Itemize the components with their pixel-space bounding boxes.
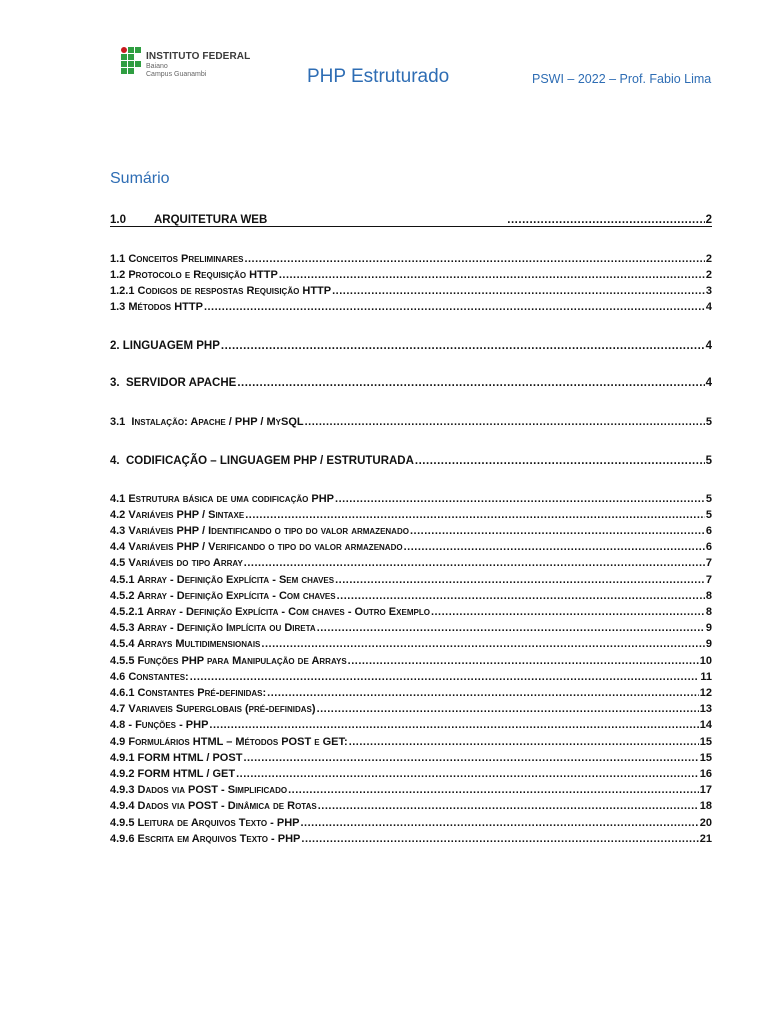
toc-entry-page: 2 — [705, 269, 712, 281]
toc-entry-label: 4.9.6 Escrita em Arquivos Texto - PHP — [110, 833, 301, 845]
toc-leader-dots — [244, 557, 705, 569]
toc-entry-page: 14 — [699, 719, 712, 731]
toc-entry-label: 4.3 Variáveis PHP / Identificando o tipo do valor armazenado — [110, 525, 409, 537]
toc-leader-dots — [507, 214, 704, 226]
toc-entry[interactable] — [110, 590, 712, 602]
toc-entry-label: 4.6 Constantes: — [110, 671, 189, 683]
toc-entry[interactable] — [110, 377, 712, 389]
toc-entry-label: 1.1 Conceitos Preliminares — [110, 253, 244, 265]
toc-entry-label: 4.8 - Funções - PHP — [110, 719, 209, 731]
toc-entry[interactable] — [110, 269, 712, 281]
toc-entry[interactable] — [110, 638, 712, 650]
toc-leader-dots — [190, 671, 700, 683]
toc-entry[interactable] — [110, 525, 712, 537]
toc-entry-page: 5 — [705, 416, 712, 428]
toc-entry-page: 8 — [705, 606, 712, 618]
toc-leader-dots — [300, 817, 698, 829]
logo-line-2: Baiano — [146, 63, 168, 70]
toc-leader-dots — [349, 736, 699, 748]
toc-leader-dots — [245, 509, 705, 521]
toc-entry-page: 20 — [699, 817, 712, 829]
toc-entry[interactable] — [110, 687, 712, 699]
toc-entry-page: 13 — [699, 703, 712, 715]
toc-entry-page: 4 — [705, 377, 712, 389]
toc-entry[interactable] — [110, 557, 712, 569]
toc-leader-dots — [404, 541, 705, 553]
toc-entry-page: 7 — [705, 557, 712, 569]
toc-entry-page: 4 — [705, 301, 712, 313]
toc-entry-page: 12 — [699, 687, 712, 699]
toc-entry[interactable] — [110, 509, 712, 521]
toc-leader-dots — [317, 622, 705, 634]
toc-entry-label: 4.9.1 FORM HTML / POST — [110, 752, 243, 764]
toc-entry-page: 5 — [705, 493, 712, 505]
toc-entry-page: 5 — [705, 455, 712, 467]
toc-leader-dots — [337, 590, 705, 602]
toc-entry-label: 4.5.3 Array - Definição Implícita ou Direta — [110, 622, 316, 634]
toc-entry[interactable] — [110, 541, 712, 553]
toc-leader-dots — [332, 285, 705, 297]
document-meta: PSWI – 2022 – Prof. Fabio Lima — [532, 72, 712, 86]
toc-entry-page: 6 — [705, 541, 712, 553]
institution-logo — [121, 47, 250, 78]
toc-leader-dots — [415, 455, 705, 467]
toc-leader-dots — [305, 416, 705, 428]
toc-entry[interactable] — [110, 340, 712, 352]
toc-entry-page: 9 — [705, 638, 712, 650]
toc-entry-page: 18 — [699, 800, 712, 812]
logo-line-3: Campus Guanambi — [146, 71, 207, 78]
toc-entry[interactable] — [110, 622, 712, 634]
toc-entry-label: 4.5 Variáveis do tipo Array — [110, 557, 243, 569]
toc-entry[interactable] — [110, 655, 712, 667]
toc-entry[interactable] — [110, 574, 712, 586]
toc-leader-dots — [261, 638, 704, 650]
toc-entry[interactable] — [110, 214, 712, 227]
toc-leader-dots — [267, 687, 699, 699]
toc-entry-label: 4.6.1 Constantes Pré-definidas: — [110, 687, 267, 699]
toc-entry-label: 4.2 Variáveis PHP / Sintaxe — [110, 509, 245, 521]
toc-entry[interactable] — [110, 768, 712, 780]
toc-entry[interactable] — [110, 817, 712, 829]
toc-entry-page: 6 — [705, 525, 712, 537]
toc-leader-dots — [301, 833, 698, 845]
toc-leader-dots — [237, 377, 704, 389]
toc-entry-page: 11 — [700, 671, 712, 683]
toc-entry[interactable] — [110, 606, 712, 618]
toc-entry[interactable] — [110, 833, 712, 845]
toc-leader-dots — [221, 340, 705, 352]
toc-entry-label: 4.9.2 FORM HTML / GET — [110, 768, 236, 780]
toc-entry-label: 4.5.1 Array - Definição Explícita - Sem chaves — [110, 574, 335, 586]
toc-entry-label: 1.2.1 Codigos de respostas Requisição HTTP — [110, 285, 332, 297]
toc-entry[interactable] — [110, 285, 712, 297]
toc-entry-label: 4.5.2.1 Array - Definição Explícita - Com chaves - Outro Exemplo — [110, 606, 430, 618]
toc-leader-dots — [243, 752, 698, 764]
toc-entry[interactable] — [110, 671, 712, 683]
toc-entry-page: 4 — [705, 340, 712, 352]
toc-entry-page: 21 — [699, 833, 712, 845]
toc-entry-page: 8 — [705, 590, 712, 602]
toc-entry-label: 4.5.4 Arrays Multidimensionais — [110, 638, 261, 650]
toc-leader-dots — [288, 784, 699, 796]
toc-leader-dots — [317, 703, 699, 715]
toc-entry[interactable] — [110, 719, 712, 731]
summary-heading: Sumário — [110, 170, 170, 187]
toc-entry-label: 3. SERVIDOR APACHE — [110, 377, 237, 389]
toc-entry-page: 10 — [699, 655, 712, 667]
toc-leader-dots — [209, 719, 698, 731]
toc-entry-label: 4.9.3 Dados via POST - Simplificado — [110, 784, 288, 796]
toc-entry-page: 5 — [705, 509, 712, 521]
toc-entry-label: 1.2 Protocolo e Requisição HTTP — [110, 269, 278, 281]
toc-entry[interactable] — [110, 455, 712, 467]
toc-entry-page: 2 — [705, 253, 712, 265]
toc-leader-dots — [335, 493, 705, 505]
toc-entry-label: 1.3 Métodos HTTP — [110, 301, 203, 313]
toc-entry-page: 15 — [699, 752, 712, 764]
toc-entry-label: 4.9.5 Leitura de Arquivos Texto - PHP — [110, 817, 300, 829]
toc-leader-dots — [335, 574, 705, 586]
toc-entry-label: 4.9.4 Dados via POST - Dinâmica de Rotas — [110, 800, 317, 812]
document-title: PHP Estruturado — [307, 66, 450, 87]
toc-entry-label: 4.5.5 Funções PHP para Manipulação de Arrays — [110, 655, 347, 667]
toc-entry-label: 4.5.2 Array - Definição Explícita - Com chaves — [110, 590, 336, 602]
toc-entry[interactable] — [110, 253, 712, 265]
toc-entry-page: 15 — [699, 736, 712, 748]
toc-entry-number: 1.0 — [110, 214, 126, 226]
toc-leader-dots — [431, 606, 705, 618]
toc-entry[interactable] — [110, 493, 712, 505]
toc-entry-page: 17 — [699, 784, 712, 796]
toc-entry-page: 7 — [705, 574, 712, 586]
toc-entry[interactable] — [110, 800, 712, 812]
toc-entry-label: 4. CODIFICAÇÃO – LINGUAGEM PHP / ESTRUTURADA — [110, 455, 414, 467]
toc-leader-dots — [236, 768, 699, 780]
toc-entry[interactable] — [110, 301, 712, 313]
toc-entry[interactable] — [110, 416, 712, 428]
toc-entry-page: 9 — [705, 622, 712, 634]
toc-entry-label: 4.4 Variáveis PHP / Verificando o tipo do valor armazenado — [110, 541, 403, 553]
toc-leader-dots — [348, 655, 699, 667]
toc-leader-dots — [410, 525, 705, 537]
toc-entry-page: 2 — [705, 214, 712, 226]
toc-entry-label: 2. LINGUAGEM PHP — [110, 340, 220, 352]
logo-title: INSTITUTO FEDERAL — [146, 51, 251, 62]
toc-leader-dots — [244, 253, 704, 265]
toc-entry-page: 16 — [699, 768, 712, 780]
toc-entry[interactable] — [110, 703, 712, 715]
toc-leader-dots — [318, 800, 699, 812]
logo-mark-icon — [121, 47, 141, 74]
toc-leader-dots — [279, 269, 705, 281]
toc-leader-dots — [204, 301, 705, 313]
toc-entry-page: 3 — [705, 285, 712, 297]
toc-entry[interactable] — [110, 752, 712, 764]
toc-entry-label: 4.9 Formulários HTML – Métodos POST e GET: — [110, 736, 348, 748]
toc-entry-label: 3.1 Instalação: Apache / PHP / MySQL — [110, 416, 304, 428]
toc-entry[interactable] — [110, 784, 712, 796]
toc-entry-label: 4.7 Variaveis Superglobais (pré-definidas) — [110, 703, 316, 715]
toc-entry-label: 4.1 Estrutura básica de uma codificação PHP — [110, 493, 335, 505]
toc-entry[interactable] — [110, 736, 712, 748]
toc-entry-label: ARQUITETURA WEB — [154, 214, 268, 226]
